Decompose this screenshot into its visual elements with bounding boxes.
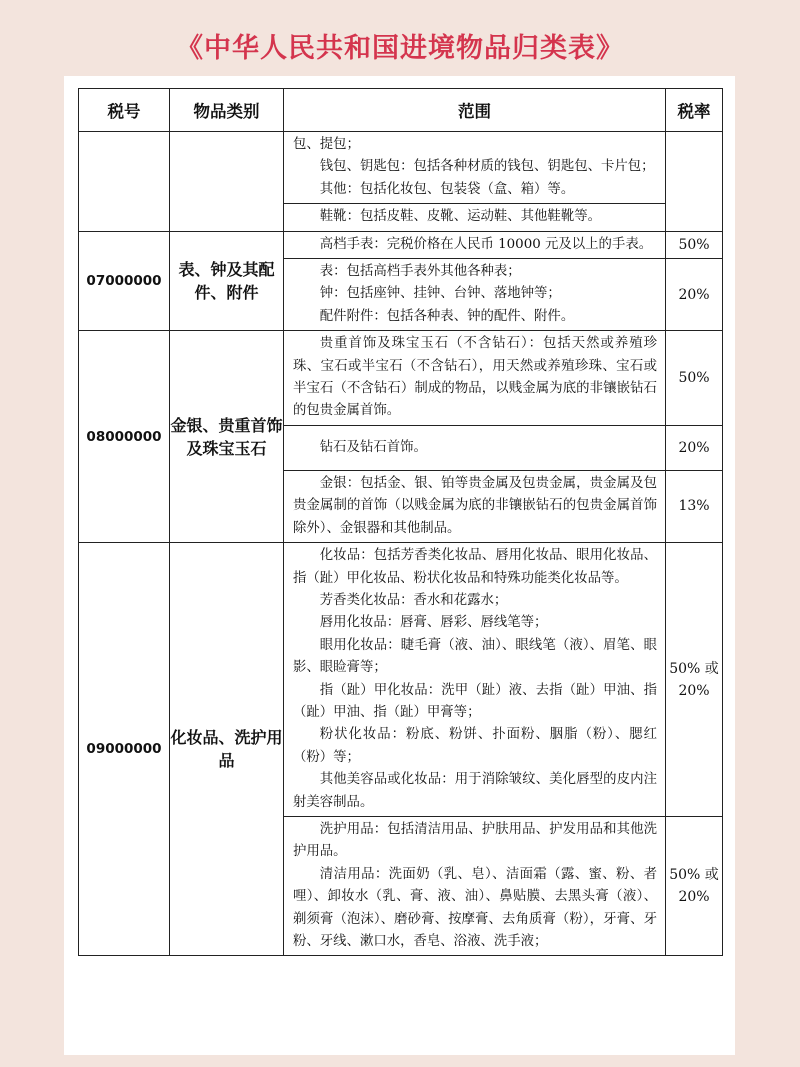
category-cell: 表、钟及其配件、附件 xyxy=(170,231,284,331)
range-line: 粉状化妆品：粉底、粉饼、扑面粉、胭脂（粉）、腮红（粉）等； xyxy=(293,727,657,765)
range-cell xyxy=(284,543,666,817)
range-line: 高档手表：完税价格在人民币 10000 元及以上的手表。 xyxy=(319,236,653,252)
header-range: 范围 xyxy=(284,89,666,132)
table-row xyxy=(79,132,723,204)
range-line: 配件附件：包括各种表、钟的配件、附件。 xyxy=(319,308,575,324)
range-cell xyxy=(284,231,666,258)
category-cell: 化妆品、洗护用品 xyxy=(170,543,284,956)
rate-cell: 50% 或 20% xyxy=(666,543,723,817)
rate-cell: 50% xyxy=(666,331,723,426)
range-line: 钻石及钻石首饰。 xyxy=(319,439,427,455)
category-cell: 金银、贵重首饰及珠宝玉石 xyxy=(170,331,284,543)
table-row xyxy=(79,231,723,258)
range-cell xyxy=(284,331,666,426)
range-cell xyxy=(284,470,666,542)
table-row xyxy=(79,543,723,817)
range-line: 金银：包括金、银、铂等贵金属及包贵金属，贵金属及包贵金属制的首饰（以贱金属为底的非镶嵌钻石的包贵金属首饰除外）、金银器和其他制品。 xyxy=(293,475,657,536)
rate-cell: 50% xyxy=(666,231,723,258)
category-cell xyxy=(170,132,284,232)
header-rate: 税率 xyxy=(666,89,723,132)
tax-code-cell: 09000000 xyxy=(79,543,170,956)
table-header-row xyxy=(79,89,723,132)
range-line: 钟：包括座钟、挂钟、台钟、落地钟等； xyxy=(319,286,561,302)
range-line: 其他美容品或化妆品：用于消除皱纹、美化唇型的皮内注射美容制品。 xyxy=(293,772,657,810)
range-cell xyxy=(284,204,666,231)
range-line: 化妆品：包括芳香类化妆品、唇用化妆品、眼用化妆品、指（趾）甲化妆品、粉状化妆品和特殊功能类化妆品等。 xyxy=(293,548,657,586)
tax-code-cell: 08000000 xyxy=(79,331,170,543)
range-line: 鞋靴：包括皮鞋、皮靴、运动鞋、其他鞋靴等。 xyxy=(319,209,601,225)
header-code: 税号 xyxy=(79,89,170,132)
range-line: 贵重首饰及珠宝玉石（不含钻石）：包括天然或养殖珍珠、宝石或半宝石（不含钻石），用天然或养殖珍珠、宝石或半宝石（不含钻石）制成的物品，以贱金属为底的非镶嵌钻石的包贵金属首饰。 xyxy=(293,336,657,419)
range-line: 眼用化妆品：睫毛膏（液、油）、眼线笔（液）、眉笔、眼影、眼睑膏等； xyxy=(293,637,657,676)
tax-code-cell: 07000000 xyxy=(79,231,170,331)
rate-cell xyxy=(666,132,723,232)
document-sheet xyxy=(64,76,735,1055)
range-line: 唇用化妆品：唇膏、唇彩、唇线笔等； xyxy=(319,615,548,631)
range-line: 钱包、钥匙包：包括各种材质的钱包、钥匙包、卡片包； xyxy=(319,159,655,175)
table-row xyxy=(79,331,723,426)
range-cell xyxy=(284,425,666,470)
range-line: 清洁用品：洗面奶（乳、皂）、洁面霜（露、蜜、粉、者哩）、卸妆水（乳、膏、液、油）、鼻贴膜、去黑头膏（液）、剃须膏（泡沫）、磨砂膏、按摩膏、去角质膏（粉），牙膏、牙粉、牙线、漱口水，香皂、浴液、洗手液； xyxy=(293,866,657,949)
range-line: 其他：包括化妆包、包装袋（盒、箱）等。 xyxy=(319,181,575,197)
range-line: 芳香类化妆品：香水和花露水； xyxy=(319,592,508,608)
range-line: 洗护用品：包括清洁用品、护肤用品、护发用品和其他洗护用品。 xyxy=(293,821,657,860)
rate-cell: 20% xyxy=(666,425,723,470)
range-line: 表：包括高档手表外其他各种表； xyxy=(319,264,521,280)
range-line: 包、提包； xyxy=(293,137,360,152)
range-cell xyxy=(284,132,666,204)
header-category: 物品类别 xyxy=(170,89,284,132)
classification-table xyxy=(78,88,723,956)
rate-cell: 50% 或 20% xyxy=(666,816,723,955)
range-cell xyxy=(284,259,666,331)
rate-cell: 13% xyxy=(666,470,723,542)
page-title: 《中华人民共和国进境物品归类表》 xyxy=(176,33,624,64)
tax-code-cell xyxy=(79,132,170,232)
range-cell xyxy=(284,816,666,955)
rate-cell: 20% xyxy=(666,259,723,331)
range-line: 指（趾）甲化妆品：洗甲（趾）液、去指（趾）甲油、指（趾）甲油、指（趾）甲膏等； xyxy=(293,682,657,720)
